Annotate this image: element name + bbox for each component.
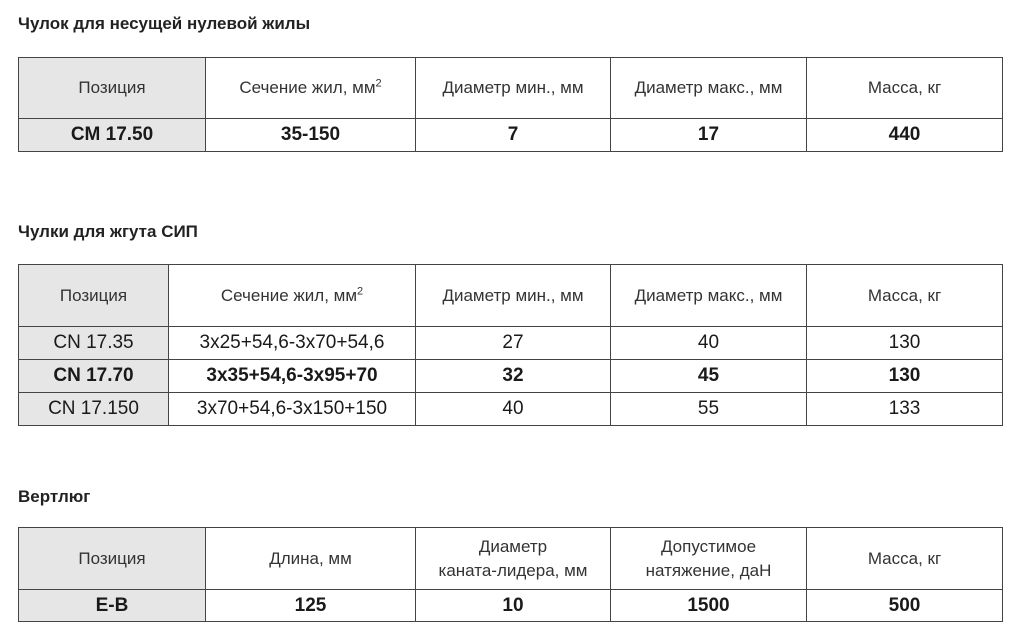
cell-diameter-min: 7 bbox=[416, 119, 611, 152]
cell-cross-section: 35-150 bbox=[206, 119, 416, 152]
cell-diameter-max: 45 bbox=[611, 360, 807, 393]
table-row bbox=[19, 119, 1003, 152]
header-cross-section-label: Сечение жил, мм bbox=[220, 285, 358, 305]
header-allowable-tension-line2: натяжение, даН bbox=[645, 560, 772, 580]
header-cross-section bbox=[169, 265, 416, 327]
cell-position: CN 17.150 bbox=[19, 393, 169, 426]
header-cross-section-label: Сечение жил, мм bbox=[239, 78, 376, 97]
cell-diameter-max: 40 bbox=[611, 327, 807, 360]
header-leader-rope-diameter-line2: каната-лидера, мм bbox=[438, 560, 588, 580]
section-title-swivel: Вертлюг bbox=[18, 487, 91, 506]
cell-diameter-max: 17 bbox=[611, 119, 807, 152]
section-title-sip-stockings: Чулки для жгута СИП bbox=[18, 222, 198, 241]
table-swivel bbox=[18, 527, 1003, 622]
table-row bbox=[19, 393, 1003, 426]
table-sip-stockings bbox=[18, 264, 1003, 426]
header-position: Позиция bbox=[19, 265, 169, 327]
table-row bbox=[19, 327, 1003, 360]
header-length: Длина, мм bbox=[206, 528, 416, 590]
cell-position: CN 17.70 bbox=[19, 360, 169, 393]
table-row bbox=[19, 360, 1003, 393]
header-allowable-tension bbox=[611, 528, 807, 590]
cell-diameter-min: 27 bbox=[416, 327, 611, 360]
header-superscript: 2 bbox=[375, 77, 382, 90]
cell-length: 125 bbox=[206, 590, 416, 622]
cell-position: CM 17.50 bbox=[19, 119, 206, 152]
cell-diameter-min: 40 bbox=[416, 393, 611, 426]
cell-mass: 500 bbox=[807, 590, 1003, 622]
cell-mass: 440 bbox=[807, 119, 1003, 152]
cell-mass: 133 bbox=[807, 393, 1003, 426]
cell-allowable-tension: 1500 bbox=[611, 590, 807, 622]
header-position: Позиция bbox=[19, 58, 206, 119]
table-header-row bbox=[19, 58, 1003, 119]
section-title-neutral-stocking: Чулок для несущей нулевой жилы bbox=[18, 14, 311, 33]
header-mass: Масса, кг bbox=[807, 265, 1003, 327]
table-neutral-stocking bbox=[18, 57, 1003, 152]
header-leader-rope-diameter bbox=[416, 528, 611, 590]
cell-mass: 130 bbox=[807, 360, 1003, 393]
cell-cross-section: 3x70+54,6-3x150+150 bbox=[169, 393, 416, 426]
header-superscript: 2 bbox=[357, 284, 364, 297]
cell-cross-section: 3x35+54,6-3x95+70 bbox=[169, 360, 416, 393]
cell-position: E-B bbox=[19, 590, 206, 622]
header-mass: Масса, кг bbox=[807, 58, 1003, 119]
header-cross-section bbox=[206, 58, 416, 119]
header-diameter-max: Диаметр макс., мм bbox=[611, 58, 807, 119]
cell-leader-rope-diameter: 10 bbox=[416, 590, 611, 622]
header-position: Позиция bbox=[19, 528, 206, 590]
cell-diameter-max: 55 bbox=[611, 393, 807, 426]
header-mass: Масса, кг bbox=[807, 528, 1003, 590]
cell-position: CN 17.35 bbox=[19, 327, 169, 360]
header-diameter-min: Диаметр мин., мм bbox=[416, 265, 611, 327]
header-diameter-min: Диаметр мин., мм bbox=[416, 58, 611, 119]
table-header-row bbox=[19, 265, 1003, 327]
header-diameter-max: Диаметр макс., мм bbox=[611, 265, 807, 327]
cell-cross-section: 3x25+54,6-3x70+54,6 bbox=[169, 327, 416, 360]
header-allowable-tension-line1: Допустимое bbox=[660, 536, 757, 556]
cell-mass: 130 bbox=[807, 327, 1003, 360]
table-row bbox=[19, 590, 1003, 622]
header-leader-rope-diameter-line1: Диаметр bbox=[478, 536, 548, 556]
cell-diameter-min: 32 bbox=[416, 360, 611, 393]
table-header-row bbox=[19, 528, 1003, 590]
